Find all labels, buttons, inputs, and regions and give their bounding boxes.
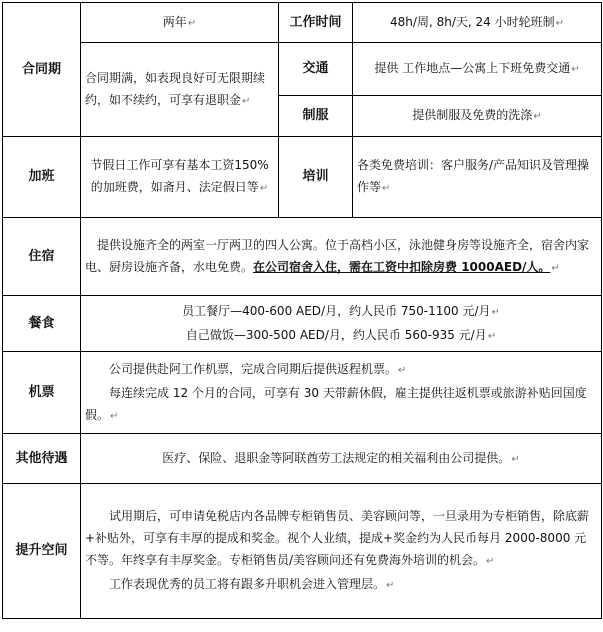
promotion-paragraph-1: 试用期后，可申请免税店内各品牌专柜销售员、美容顾问等，一旦录用为专柜销售，除底薪+补贴外，可享有丰厚的提成和奖金。视个人业绩，提成+奖金约为人民币每月 2000-8000 元不等。年终享有丰厚奖金。专柜销售员/美容顾问还有免费海外培训的机会。↵ [85, 509, 590, 567]
paragraph-mark: ↵ [571, 64, 580, 75]
paragraph-mark: ↵ [486, 556, 495, 567]
overtime-label: 加班 [3, 137, 81, 218]
promotion-label: 提升空间 [3, 484, 81, 619]
paragraph-mark: ↵ [110, 410, 119, 422]
overtime-value: 节假日工作可享有基本工资150%的加班费，如斋月、法定假日等↵ [81, 137, 279, 218]
transport-label: 交通 [279, 43, 353, 96]
paragraph-mark: ↵ [487, 330, 497, 342]
housing-value [81, 218, 602, 296]
paragraph-mark: ↵ [511, 453, 520, 465]
work-hours-value: 48h/周, 8h/天, 24 小时轮班制↵ [353, 3, 602, 43]
uniform-value: 提供制服及免费的洗涤↵ [353, 96, 602, 137]
meals-self-cook: 自己做饭—300-500 AED/月，约人民币 560-935 元/月↵ [185, 327, 497, 342]
flights-label: 机票 [3, 352, 81, 434]
flights-line-2: 每连续完成 12 个月的合同，可享有 30 天带薪休假，雇主提供往返机票或旅游补贴回国度假。↵ [85, 385, 587, 422]
paragraph-mark: ↵ [551, 262, 560, 274]
paragraph-mark: ↵ [187, 17, 197, 29]
training-value: 各类免费培训：客户服务/产品知识及管理操作等↵ [353, 137, 602, 218]
contract-renewal: 合同期满，如表现良好可无限期续约，如不续约，可享有退职金↵ [81, 43, 279, 137]
paragraph-mark: ↵ [259, 183, 269, 194]
meals-value [81, 296, 602, 352]
paragraph-mark: ↵ [555, 17, 564, 29]
paragraph-mark: ↵ [533, 111, 542, 122]
training-label: 培训 [279, 137, 353, 218]
flights-value [81, 352, 602, 434]
housing-description: 提供设施齐全的两室一厅两卫的四人公寓。位于高档小区，泳池健身房等设施齐全，宿舍内家电、厨房设施齐备，水电免费。 [85, 237, 590, 274]
other-benefits-value: 医疗、保险、退职金等阿联酋劳工法规定的相关福利由公司提供。↵ [81, 434, 602, 484]
flights-line-1: 公司提供赴阿工作机票，完成合同期后提供返程机票。↵ [109, 361, 407, 376]
contract-label: 合同期 [3, 3, 81, 137]
housing-label: 住宿 [3, 218, 81, 296]
paragraph-mark: ↵ [491, 306, 500, 318]
paragraph-mark: ↵ [398, 364, 407, 376]
uniform-label: 制服 [279, 96, 353, 137]
work-hours-label: 工作时间 [279, 3, 353, 43]
meals-label: 餐食 [3, 296, 81, 352]
other-benefits-label: 其他待遇 [3, 434, 81, 484]
benefits-table [2, 2, 602, 619]
paragraph-mark: ↵ [386, 580, 395, 591]
paragraph-mark: ↵ [242, 95, 251, 107]
meals-canteen: 员工餐厅—400-600 AED/月，约人民币 750-1100 元/月↵ [182, 303, 500, 318]
transport-value: 提供 工作地点—公寓上下班免费交通↵ [353, 43, 602, 96]
promotion-value [81, 484, 602, 619]
paragraph-mark: ↵ [382, 183, 391, 194]
contract-term: 两年↵ [81, 3, 279, 43]
housing-deduction-note: 在公司宿舍入住，需在工资中扣除房费 1000AED/人。 [253, 259, 551, 274]
promotion-paragraph-2: 工作表现优秀的员工将有跟多升职机会进入管理层。↵ [109, 577, 395, 591]
